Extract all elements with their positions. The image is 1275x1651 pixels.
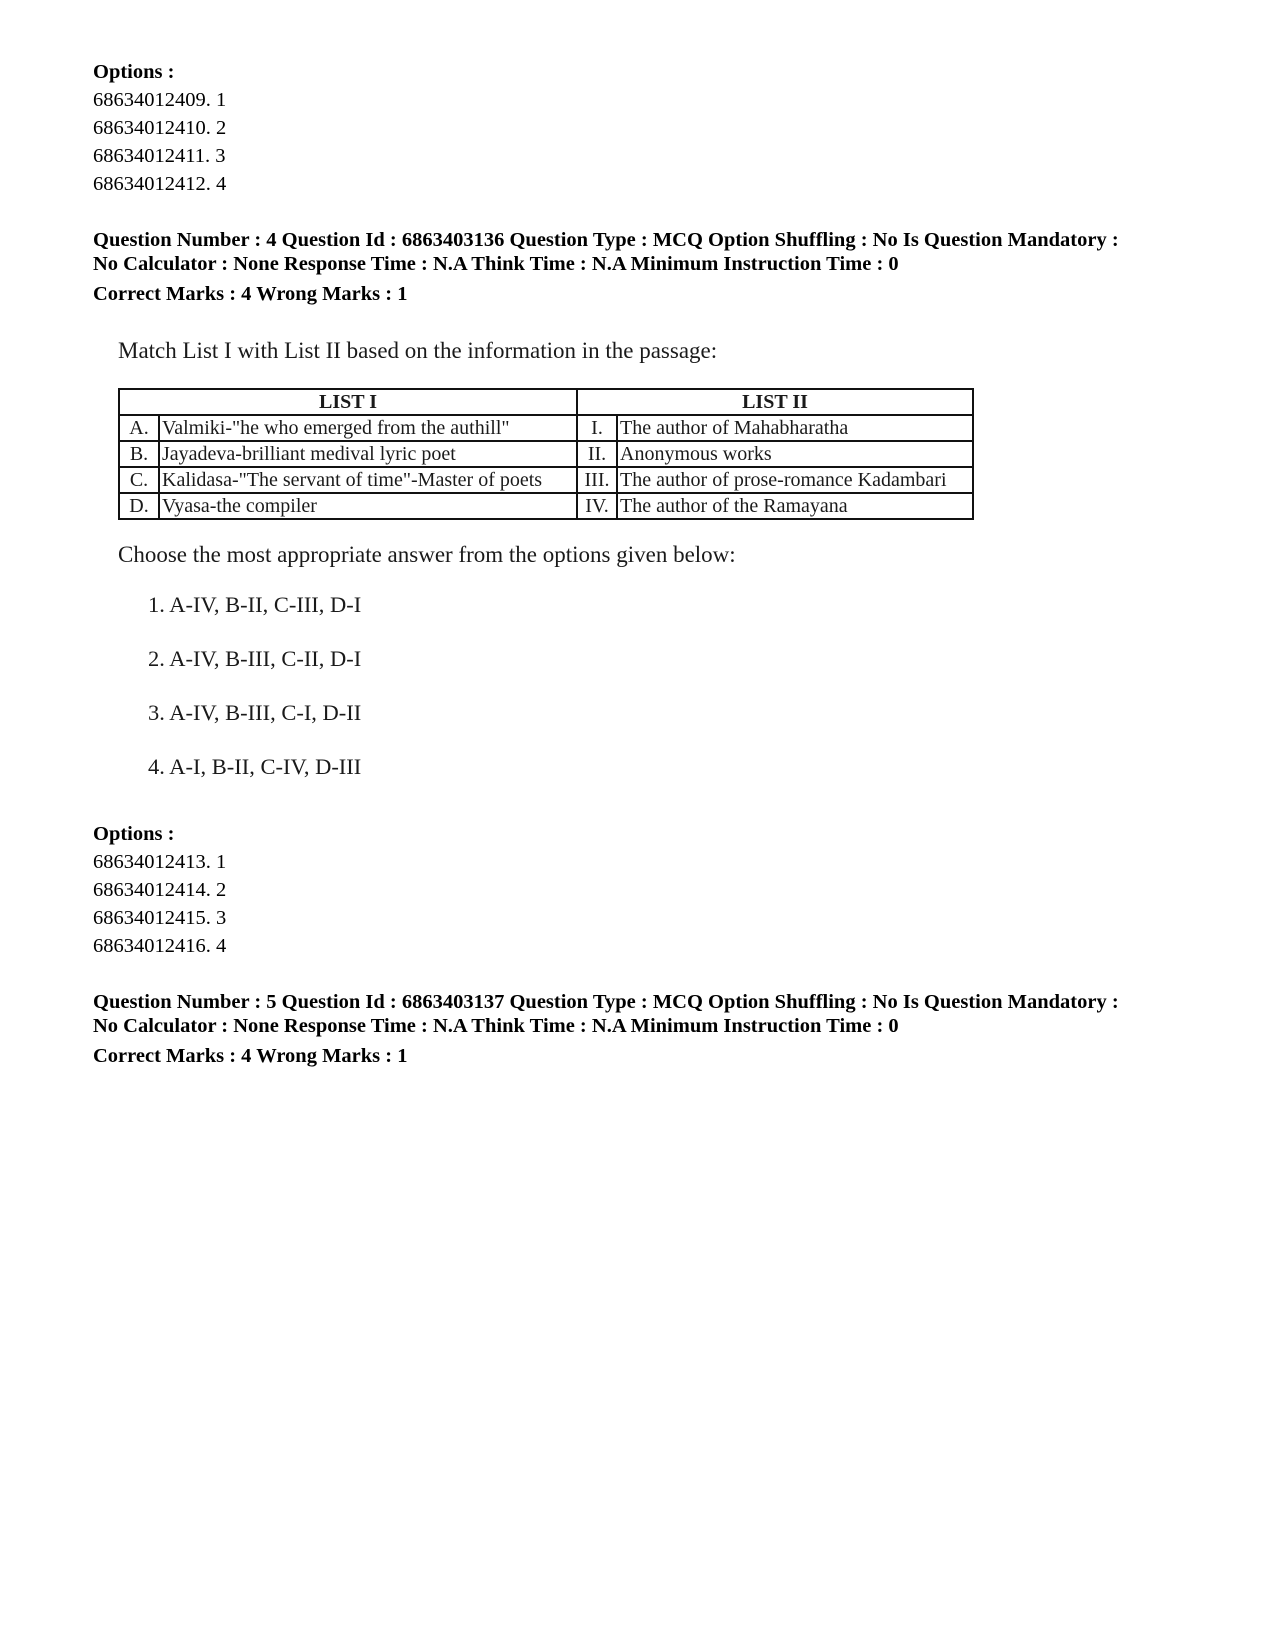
- answer-choice: 4. A-I, B-II, C-IV, D-III: [148, 754, 362, 779]
- question-meta-line: No Calculator : None Response Time : N.A Think Time : N.A Minimum Instruction Time : 0: [93, 253, 899, 275]
- list-2-header: LIST II: [577, 389, 973, 415]
- list-1-item: Vyasa-the compiler: [159, 493, 577, 519]
- table-row: [119, 493, 973, 519]
- option-item: 68634012416. 4: [93, 935, 227, 957]
- option-item: 68634012411. 3: [93, 145, 226, 167]
- question-meta-line: Question Number : 4 Question Id : 6863403136 Question Type : MCQ Option Shuffling : No Is Question Mandatory :: [93, 229, 1119, 251]
- list-1-letter: C.: [119, 467, 159, 493]
- list-2-item: Anonymous works: [617, 441, 973, 467]
- question-4-options: [93, 820, 1213, 960]
- list-2-item: The author of Mahabharatha: [617, 415, 973, 441]
- list-1-header: LIST I: [119, 389, 577, 415]
- options-heading: Options :: [93, 61, 175, 83]
- answer-choice: 2. A-IV, B-III, C-II, D-I: [148, 646, 362, 671]
- match-table: [118, 388, 974, 520]
- prev-options-block: [93, 58, 1213, 198]
- list-1-letter: D.: [119, 493, 159, 519]
- table-row: [119, 441, 973, 467]
- question-meta-line: Question Number : 5 Question Id : 6863403137 Question Type : MCQ Option Shuffling : No Is Question Mandatory :: [93, 991, 1119, 1013]
- list-2-item: The author of prose-romance Kadambari: [617, 467, 973, 493]
- table-row: [119, 467, 973, 493]
- choose-instruction: Choose the most appropriate answer from the options given below:: [118, 542, 736, 567]
- option-item: 68634012413. 1: [93, 851, 227, 873]
- options-heading: Options :: [93, 823, 175, 845]
- option-item: 68634012415. 3: [93, 907, 227, 929]
- question-meta-line: No Calculator : None Response Time : N.A Think Time : N.A Minimum Instruction Time : 0: [93, 1015, 899, 1037]
- marks-line: Correct Marks : 4 Wrong Marks : 1: [93, 283, 408, 305]
- list-2-numeral: III.: [577, 467, 617, 493]
- list-2-item: The author of the Ramayana: [617, 493, 973, 519]
- question-5-meta: [93, 990, 1213, 1070]
- question-4-meta: [93, 228, 1213, 308]
- marks-line: Correct Marks : 4 Wrong Marks : 1: [93, 1045, 408, 1067]
- option-item: 68634012410. 2: [93, 117, 227, 139]
- option-item: 68634012409. 1: [93, 89, 227, 111]
- question-4-image: [118, 336, 978, 806]
- option-item: 68634012414. 2: [93, 879, 227, 901]
- option-item: 68634012412. 4: [93, 173, 227, 195]
- list-1-item: Valmiki-"he who emerged from the authill": [159, 415, 577, 441]
- list-2-numeral: IV.: [577, 493, 617, 519]
- answer-choice: 3. A-IV, B-III, C-I, D-II: [148, 700, 362, 725]
- list-1-item: Jayadeva-brilliant medival lyric poet: [159, 441, 577, 467]
- list-1-letter: B.: [119, 441, 159, 467]
- list-1-letter: A.: [119, 415, 159, 441]
- table-row: [119, 415, 973, 441]
- list-2-numeral: I.: [577, 415, 617, 441]
- match-table-header: [119, 389, 973, 415]
- question-prompt: Match List I with List II based on the information in the passage:: [118, 338, 718, 363]
- list-1-item: Kalidasa-"The servant of time"-Master of poets: [159, 467, 577, 493]
- answer-choices: [118, 590, 978, 806]
- list-2-numeral: II.: [577, 441, 617, 467]
- answer-choice: 1. A-IV, B-II, C-III, D-I: [148, 592, 362, 617]
